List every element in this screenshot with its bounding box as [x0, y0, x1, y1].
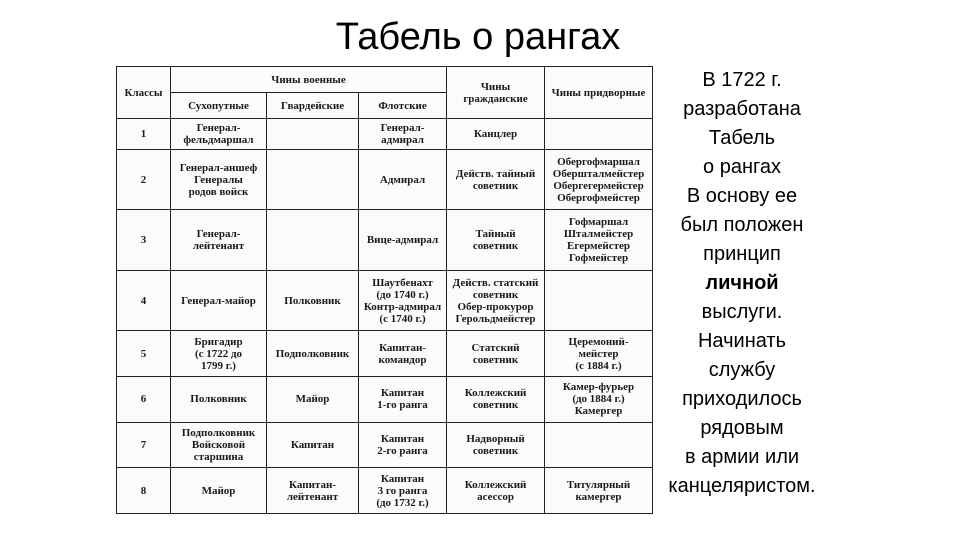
rank-table-body — [117, 119, 653, 514]
class-number: 8 — [117, 468, 171, 514]
cell-line: Генерал-майор — [181, 294, 256, 307]
cell-line: советник — [472, 288, 519, 301]
cell-navy — [359, 210, 447, 270]
rank-table-image — [116, 66, 652, 514]
cell-navy — [359, 376, 447, 422]
cell-line: Обергофмаршал — [557, 155, 640, 168]
cell-court — [545, 210, 653, 270]
cell-line: Генерал- — [380, 121, 425, 134]
side-text-line: В 1722 г. — [702, 69, 782, 91]
cell-line: Коллежский — [464, 387, 527, 400]
cell-civil — [447, 331, 545, 377]
cell-line: Надворный — [466, 432, 525, 445]
cell-line: Действ. статский — [452, 276, 539, 289]
cell-line: Капитан — [380, 387, 425, 400]
cell-line: Майор — [201, 484, 236, 497]
cell-land — [171, 422, 267, 468]
cell-court — [545, 149, 653, 209]
table-row — [117, 331, 653, 377]
cell-line: советник — [472, 353, 519, 366]
cell-guards — [267, 331, 359, 377]
side-text-line: канцеляристом. — [668, 475, 816, 497]
header-navy: Флотские — [359, 93, 447, 119]
cell-line: Егермейстер — [567, 240, 631, 253]
cell-line: Обергофмейстер — [557, 191, 640, 204]
cell-line: Капитан — [380, 472, 425, 485]
cell-line: (с 1884 г.) — [575, 359, 622, 372]
cell-line: советник — [472, 179, 519, 192]
cell-court — [545, 376, 653, 422]
cell-line: Генерал- — [196, 121, 241, 134]
side-text-line: В основу ее — [686, 185, 798, 207]
cell-line: 1-го ранга — [377, 399, 428, 412]
cell-navy — [359, 149, 447, 209]
table-row — [117, 149, 653, 209]
cell-line: Полковник — [284, 294, 341, 307]
cell-line: мейстер — [578, 347, 619, 360]
table-row — [117, 119, 653, 150]
cell-civil — [447, 422, 545, 468]
header-civil: Чины гражданские — [447, 67, 545, 119]
cell-navy — [359, 422, 447, 468]
cell-court — [545, 270, 653, 330]
cell-line: 2-го ранга — [377, 444, 428, 457]
cell-line: асессор — [477, 490, 514, 503]
class-number: 7 — [117, 422, 171, 468]
cell-line: лейтенант — [192, 240, 245, 253]
header-military: Чины военные — [171, 67, 447, 93]
cell-land — [171, 376, 267, 422]
cell-line: Статский — [471, 341, 520, 354]
cell-line: Обергегермейстер — [553, 179, 644, 192]
cell-guards — [267, 149, 359, 209]
side-text-line: в армии или — [684, 446, 800, 468]
cell-line: (с 1740 г.) — [379, 312, 426, 325]
cell-navy — [359, 468, 447, 514]
side-text-line: службу — [708, 359, 776, 381]
class-number: 4 — [117, 270, 171, 330]
cell-line: Канцлер — [473, 127, 518, 140]
cell-line: Подполковник — [181, 426, 256, 439]
cell-line: Шаутбенахт — [372, 276, 433, 289]
cell-line: Контр-адмирал — [363, 300, 442, 313]
cell-line: Капитан — [380, 432, 425, 445]
table-row — [117, 210, 653, 270]
cell-line: старшина — [193, 450, 244, 463]
cell-line: Камер-фурьер — [562, 381, 635, 394]
cell-line: Обершталмейстер — [552, 167, 645, 180]
side-text-line: рядовым — [700, 417, 784, 439]
cell-court — [545, 331, 653, 377]
cell-land — [171, 119, 267, 150]
side-text-line: о рангах — [703, 156, 781, 178]
cell-land — [171, 468, 267, 514]
cell-line: Майор — [295, 393, 330, 406]
cell-line: Герольдмейстер — [455, 312, 536, 325]
cell-land — [171, 331, 267, 377]
cell-line: (до 1732 г.) — [376, 496, 429, 509]
cell-line: Войсковой — [191, 438, 246, 451]
cell-guards — [267, 376, 359, 422]
cell-line: адмирал — [381, 133, 424, 146]
header-court: Чины придворные — [545, 67, 653, 119]
cell-guards — [267, 468, 359, 514]
cell-civil — [447, 468, 545, 514]
table-row — [117, 376, 653, 422]
table-row — [117, 468, 653, 514]
cell-line: Адмирал — [379, 173, 426, 186]
cell-guards — [267, 422, 359, 468]
class-number: 1 — [117, 119, 171, 150]
cell-line: 1799 г.) — [201, 359, 236, 372]
cell-line: Генерал- — [196, 228, 241, 241]
cell-navy — [359, 270, 447, 330]
side-description — [652, 66, 832, 501]
cell-line: советник — [472, 240, 519, 253]
cell-line: (до 1884 г.) — [572, 393, 625, 406]
header-land: Сухопутные — [171, 93, 267, 119]
cell-guards — [267, 270, 359, 330]
cell-line: Капитан — [290, 438, 335, 451]
cell-court — [545, 468, 653, 514]
cell-civil — [447, 376, 545, 422]
cell-line: (с 1722 до — [194, 347, 243, 360]
cell-land — [171, 210, 267, 270]
cell-guards — [267, 210, 359, 270]
cell-line: Церемоний- — [568, 335, 629, 348]
cell-line: (до 1740 г.) — [376, 288, 429, 301]
cell-line: советник — [472, 444, 519, 457]
cell-line: Титулярный — [566, 478, 631, 491]
cell-line: 3 го ранга — [377, 484, 428, 497]
class-number: 2 — [117, 149, 171, 209]
cell-line: Капитан- — [379, 341, 426, 354]
table-row — [117, 270, 653, 330]
cell-line: родов войск — [188, 185, 249, 198]
cell-line: Вице-адмирал — [366, 234, 439, 247]
cell-line: Капитан- — [289, 478, 336, 491]
cell-line: Тайный — [475, 228, 516, 241]
header-guards: Гвардейские — [267, 93, 359, 119]
cell-line: фельдмаршал — [183, 133, 254, 146]
slide-title-text: Табель о рангах — [335, 16, 621, 58]
cell-line: Генерал-аншеф — [179, 161, 258, 174]
class-number: 5 — [117, 331, 171, 377]
cell-line: Гофмаршал — [568, 216, 629, 229]
cell-line: советник — [472, 399, 519, 412]
cell-civil — [447, 210, 545, 270]
header-classes: Классы — [117, 67, 171, 119]
cell-line: Действ. тайный — [455, 167, 536, 180]
side-text-line: Табель — [708, 127, 776, 149]
side-text-line: приходилось — [682, 388, 802, 410]
cell-line: Обер-прокурор — [457, 300, 534, 313]
cell-line: Полковник — [190, 393, 247, 406]
cell-line: Бригадир — [194, 335, 243, 348]
cell-navy — [359, 119, 447, 150]
cell-civil — [447, 119, 545, 150]
cell-line: Шталмейстер — [563, 228, 634, 241]
cell-line: камергер — [575, 490, 622, 503]
class-number: 6 — [117, 376, 171, 422]
side-text-line: был положен — [680, 214, 804, 236]
cell-land — [171, 270, 267, 330]
side-text-line: личной — [705, 272, 779, 294]
cell-navy — [359, 331, 447, 377]
cell-line: командор — [378, 353, 427, 366]
rank-table — [116, 66, 653, 514]
side-text-line: Начинать — [697, 330, 787, 352]
class-number: 3 — [117, 210, 171, 270]
side-text-line: разработана — [683, 98, 801, 120]
cell-line: Подполковник — [275, 347, 350, 360]
cell-land — [171, 149, 267, 209]
cell-court — [545, 119, 653, 150]
header-row-top — [117, 67, 653, 93]
cell-line: Гофмейстер — [568, 252, 629, 265]
cell-civil — [447, 149, 545, 209]
cell-line: лейтенант — [286, 490, 339, 503]
side-text-line: выслуги. — [701, 301, 783, 323]
cell-court — [545, 422, 653, 468]
slide-title — [0, 14, 960, 60]
table-row — [117, 422, 653, 468]
side-text-line: принцип — [703, 243, 781, 265]
cell-civil — [447, 270, 545, 330]
cell-guards — [267, 119, 359, 150]
cell-line: Генералы — [194, 173, 243, 186]
cell-line: Коллежский — [464, 478, 527, 491]
cell-line: Камергер — [574, 405, 623, 418]
